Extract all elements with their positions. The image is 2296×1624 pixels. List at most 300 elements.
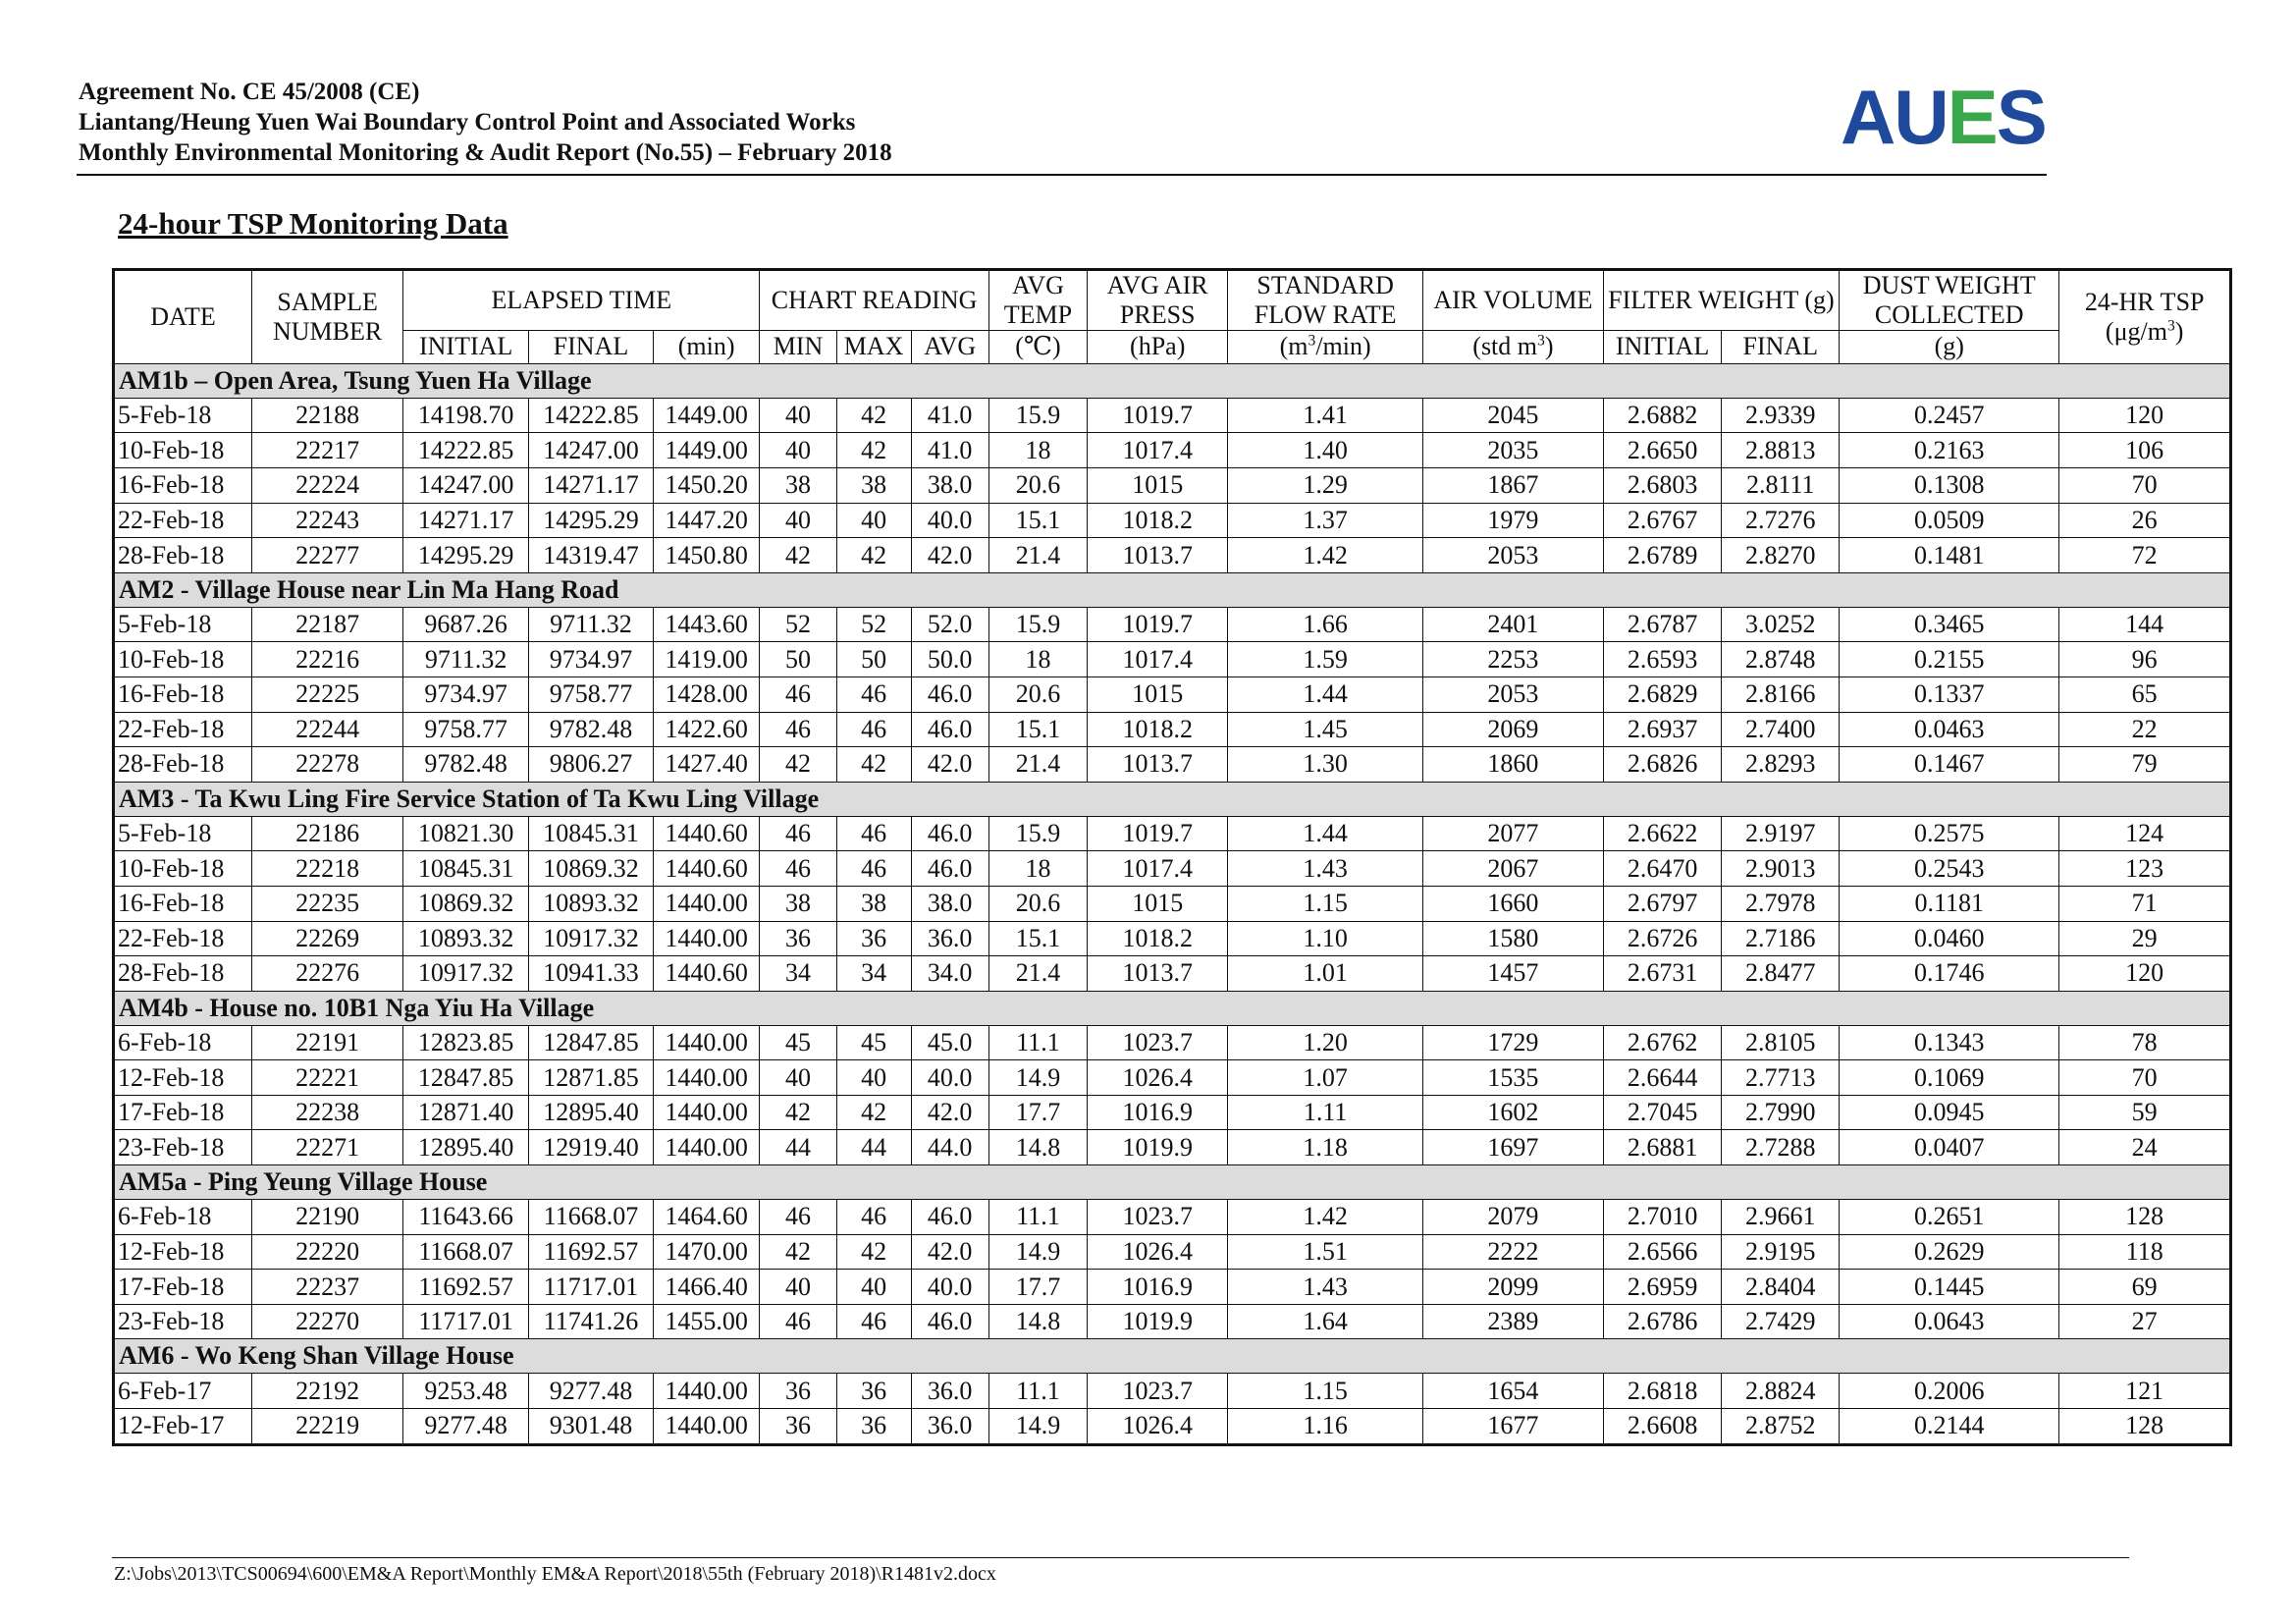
table-row: [114, 1304, 2231, 1339]
table-cell: 2.8105: [1722, 1025, 1840, 1060]
table-cell: 2.7186: [1722, 921, 1840, 956]
table-cell: 38.0: [911, 886, 988, 921]
table-cell: 9806.27: [529, 747, 654, 783]
table-cell: 42: [836, 398, 911, 433]
table-cell: 6-Feb-17: [114, 1374, 252, 1409]
table-cell: 9782.48: [529, 712, 654, 747]
table-cell: 22276: [252, 956, 403, 992]
table-cell: 14.9: [988, 1409, 1087, 1445]
table-cell: 9758.77: [403, 712, 529, 747]
table-cell: 17-Feb-18: [114, 1270, 252, 1305]
table-cell: 42: [760, 538, 836, 573]
table-cell: 1450.80: [653, 538, 760, 573]
table-cell: 34: [836, 956, 911, 992]
table-cell: 9734.97: [403, 677, 529, 712]
table-cell: 11643.66: [403, 1200, 529, 1235]
table-cell: 46.0: [911, 1200, 988, 1235]
table-cell: 5-Feb-18: [114, 816, 252, 851]
table-cell: 15.1: [988, 503, 1087, 538]
table-cell: 50: [760, 642, 836, 677]
table-cell: 12-Feb-17: [114, 1409, 252, 1445]
table-cell: 18: [988, 642, 1087, 677]
table-cell: 9277.48: [403, 1409, 529, 1445]
table-cell: 1447.20: [653, 503, 760, 538]
table-cell: 1457: [1423, 956, 1604, 992]
table-cell: 22271: [252, 1130, 403, 1165]
table-cell: 14.9: [988, 1234, 1087, 1270]
table-cell: 1440.00: [653, 886, 760, 921]
table-cell: 1.18: [1228, 1130, 1423, 1165]
table-cell: 2.6829: [1603, 677, 1722, 712]
table-cell: 1.07: [1228, 1060, 1423, 1096]
table-row: [114, 851, 2231, 887]
station-group-row: [114, 782, 2231, 816]
table-cell: 36.0: [911, 921, 988, 956]
table-cell: 15.9: [988, 398, 1087, 433]
table-cell: 38: [760, 886, 836, 921]
table-cell: 2.9195: [1722, 1234, 1840, 1270]
table-cell: 9758.77: [529, 677, 654, 712]
table-cell: 1.42: [1228, 538, 1423, 573]
table-cell: 16-Feb-18: [114, 886, 252, 921]
table-cell: 10-Feb-18: [114, 433, 252, 468]
table-cell: 0.1337: [1840, 677, 2059, 712]
table-cell: 2401: [1423, 607, 1604, 642]
logo-text-s: S: [1996, 74, 2046, 160]
table-cell: 0.0945: [1840, 1095, 2059, 1130]
table-cell: 50: [836, 642, 911, 677]
col-elapsed-final: FINAL: [529, 330, 654, 363]
table-cell: 2053: [1423, 677, 1604, 712]
table-cell: 2.6593: [1603, 642, 1722, 677]
col-sample-number: SAMPLE NUMBER: [252, 270, 403, 364]
table-cell: 1.11: [1228, 1095, 1423, 1130]
table-cell: 10-Feb-18: [114, 642, 252, 677]
table-cell: 12871.85: [529, 1060, 654, 1096]
table-cell: 22225: [252, 677, 403, 712]
station-name: AM3 - Ta Kwu Ling Fire Service Station of Ta Kwu Ling Village: [114, 782, 2231, 816]
table-cell: 28-Feb-18: [114, 538, 252, 573]
table-row: [114, 886, 2231, 921]
table-cell: 1019.7: [1088, 816, 1228, 851]
table-cell: 21.4: [988, 747, 1087, 783]
table-cell: 23-Feb-18: [114, 1130, 252, 1165]
table-cell: 1440.00: [653, 921, 760, 956]
table-cell: 2.7990: [1722, 1095, 1840, 1130]
table-cell: 1.44: [1228, 677, 1423, 712]
table-cell: 20.6: [988, 886, 1087, 921]
table-cell: 2099: [1423, 1270, 1604, 1305]
table-cell: 1660: [1423, 886, 1604, 921]
table-cell: 22186: [252, 816, 403, 851]
table-cell: 46: [836, 712, 911, 747]
station-name: AM1b – Open Area, Tsung Yuen Ha Village: [114, 363, 2231, 398]
table-cell: 42: [760, 1095, 836, 1130]
table-cell: 14295.29: [403, 538, 529, 573]
table-cell: 14271.17: [529, 467, 654, 503]
table-cell: 2.8111: [1722, 467, 1840, 503]
table-cell: 42: [836, 747, 911, 783]
table-cell: 46: [760, 1304, 836, 1339]
table-cell: 28-Feb-18: [114, 956, 252, 992]
table-cell: 1013.7: [1088, 538, 1228, 573]
table-cell: 121: [2059, 1374, 2231, 1409]
table-cell: 26: [2059, 503, 2231, 538]
table-cell: 1449.00: [653, 433, 760, 468]
tsp-label: 24-HR TSP: [2084, 288, 2205, 316]
table-cell: 1440.60: [653, 816, 760, 851]
table-cell: 2045: [1423, 398, 1604, 433]
table-cell: 1.10: [1228, 921, 1423, 956]
table-cell: 6-Feb-18: [114, 1025, 252, 1060]
table-cell: 2.8166: [1722, 677, 1840, 712]
table-cell: 42: [836, 1095, 911, 1130]
table-cell: 1470.00: [653, 1234, 760, 1270]
table-row: [114, 1060, 2231, 1096]
table-cell: 52: [760, 607, 836, 642]
col-dust-weight: DUST WEIGHT COLLECTED: [1840, 270, 2059, 331]
table-cell: 12-Feb-18: [114, 1060, 252, 1096]
table-cell: 18: [988, 851, 1087, 887]
table-cell: 1443.60: [653, 607, 760, 642]
table-cell: 2389: [1423, 1304, 1604, 1339]
table-row: [114, 1025, 2231, 1060]
table-cell: 1654: [1423, 1374, 1604, 1409]
table-cell: 40.0: [911, 503, 988, 538]
table-cell: 1440.00: [653, 1060, 760, 1096]
table-row: [114, 1095, 2231, 1130]
table-cell: 1455.00: [653, 1304, 760, 1339]
table-cell: 1440.60: [653, 956, 760, 992]
table-cell: 2.6789: [1603, 538, 1722, 573]
table-cell: 1422.60: [653, 712, 760, 747]
table-cell: 22277: [252, 538, 403, 573]
table-cell: 29: [2059, 921, 2231, 956]
col-avg-temp: AVG TEMP: [988, 270, 1087, 331]
table-cell: 14.9: [988, 1060, 1087, 1096]
table-cell: 52.0: [911, 607, 988, 642]
table-cell: 1580: [1423, 921, 1604, 956]
table-cell: 46: [760, 712, 836, 747]
table-cell: 2.6608: [1603, 1409, 1722, 1445]
table-cell: 1450.20: [653, 467, 760, 503]
table-cell: 96: [2059, 642, 2231, 677]
table-cell: 1677: [1423, 1409, 1604, 1445]
table-cell: 46: [760, 677, 836, 712]
table-cell: 14295.29: [529, 503, 654, 538]
table-cell: 2.6786: [1603, 1304, 1722, 1339]
table-cell: 22216: [252, 642, 403, 677]
table-cell: 1860: [1423, 747, 1604, 783]
table-cell: 1.41: [1228, 398, 1423, 433]
table-cell: 1.64: [1228, 1304, 1423, 1339]
table-cell: 22191: [252, 1025, 403, 1060]
col-elapsed-time: ELAPSED TIME: [403, 270, 760, 331]
table-cell: 22-Feb-18: [114, 712, 252, 747]
table-cell: 14.8: [988, 1304, 1087, 1339]
table-cell: 0.2457: [1840, 398, 2059, 433]
table-cell: 14222.85: [403, 433, 529, 468]
table-cell: 42: [836, 1234, 911, 1270]
table-cell: 1428.00: [653, 677, 760, 712]
col-elapsed-min: (min): [653, 330, 760, 363]
col-press-unit: (hPa): [1088, 330, 1228, 363]
table-cell: 0.2006: [1840, 1374, 2059, 1409]
table-cell: 2053: [1423, 538, 1604, 573]
table-cell: 22243: [252, 503, 403, 538]
table-cell: 0.2543: [1840, 851, 2059, 887]
table-cell: 15.1: [988, 712, 1087, 747]
table-cell: 1018.2: [1088, 921, 1228, 956]
table-cell: 14222.85: [529, 398, 654, 433]
table-cell: 12895.40: [529, 1095, 654, 1130]
col-chart-max: MAX: [836, 330, 911, 363]
table-cell: 15.1: [988, 921, 1087, 956]
table-cell: 0.1308: [1840, 467, 2059, 503]
table-cell: 22269: [252, 921, 403, 956]
table-cell: 71: [2059, 886, 2231, 921]
col-standard-flow-rate: STANDARD FLOW RATE: [1228, 270, 1423, 331]
table-cell: 22278: [252, 747, 403, 783]
table-cell: 11.1: [988, 1374, 1087, 1409]
table-cell: 14319.47: [529, 538, 654, 573]
table-cell: 2.8752: [1722, 1409, 1840, 1445]
table-cell: 2.8404: [1722, 1270, 1840, 1305]
table-cell: 1013.7: [1088, 747, 1228, 783]
table-cell: 22217: [252, 433, 403, 468]
table-cell: 1023.7: [1088, 1374, 1228, 1409]
table-cell: 42: [760, 1234, 836, 1270]
table-cell: 22190: [252, 1200, 403, 1235]
table-cell: 2.6881: [1603, 1130, 1722, 1165]
table-row: [114, 1374, 2231, 1409]
logo-text-e: E: [1947, 74, 1997, 160]
table-cell: 34: [760, 956, 836, 992]
table-cell: 1015: [1088, 677, 1228, 712]
table-cell: 42: [836, 433, 911, 468]
table-cell: 16-Feb-18: [114, 677, 252, 712]
table-cell: 78: [2059, 1025, 2231, 1060]
table-cell: 0.1343: [1840, 1025, 2059, 1060]
table-cell: 44: [760, 1130, 836, 1165]
table-cell: 21.4: [988, 956, 1087, 992]
col-date: DATE: [114, 270, 252, 364]
table-cell: 46: [760, 851, 836, 887]
table-cell: 1023.7: [1088, 1025, 1228, 1060]
table-cell: 44.0: [911, 1130, 988, 1165]
table-row: [114, 747, 2231, 783]
table-row: [114, 677, 2231, 712]
table-cell: 34.0: [911, 956, 988, 992]
table-cell: 45.0: [911, 1025, 988, 1060]
table-cell: 1013.7: [1088, 956, 1228, 992]
table-cell: 46: [836, 677, 911, 712]
table-cell: 36: [760, 1409, 836, 1445]
table-cell: 44: [836, 1130, 911, 1165]
table-cell: 9711.32: [529, 607, 654, 642]
table-cell: 11692.57: [529, 1234, 654, 1270]
table-cell: 1026.4: [1088, 1234, 1228, 1270]
table-cell: 40: [760, 503, 836, 538]
report-title: Monthly Environmental Monitoring & Audit Report (No.55) – February 2018: [79, 139, 892, 166]
table-cell: 0.1467: [1840, 747, 2059, 783]
table-cell: 1979: [1423, 503, 1604, 538]
table-cell: 10941.33: [529, 956, 654, 992]
table-cell: 12895.40: [403, 1130, 529, 1165]
table-cell: 1440.00: [653, 1409, 760, 1445]
table-cell: 2.6826: [1603, 747, 1722, 783]
table-cell: 45: [836, 1025, 911, 1060]
table-cell: 16-Feb-18: [114, 467, 252, 503]
table-cell: 10917.32: [529, 921, 654, 956]
table-cell: 1.15: [1228, 886, 1423, 921]
table-cell: 22270: [252, 1304, 403, 1339]
table-cell: 28-Feb-18: [114, 747, 252, 783]
table-cell: 2.6470: [1603, 851, 1722, 887]
table-cell: 9253.48: [403, 1374, 529, 1409]
table-cell: 12823.85: [403, 1025, 529, 1060]
table-row: [114, 467, 2231, 503]
table-cell: 1016.9: [1088, 1270, 1228, 1305]
station-name: AM2 - Village House near Lin Ma Hang Road: [114, 572, 2231, 607]
table-cell: 2079: [1423, 1200, 1604, 1235]
table-cell: 2.6650: [1603, 433, 1722, 468]
table-cell: 46.0: [911, 1304, 988, 1339]
table-cell: 2035: [1423, 433, 1604, 468]
table-cell: 11692.57: [403, 1270, 529, 1305]
table-cell: 14247.00: [529, 433, 654, 468]
table-cell: 38.0: [911, 467, 988, 503]
table-cell: 0.0463: [1840, 712, 2059, 747]
table-cell: 46.0: [911, 677, 988, 712]
table-cell: 1015: [1088, 886, 1228, 921]
table-cell: 1017.4: [1088, 851, 1228, 887]
table-cell: 0.0460: [1840, 921, 2059, 956]
table-cell: 0.1181: [1840, 886, 2059, 921]
table-cell: 14271.17: [403, 503, 529, 538]
table-cell: 42: [760, 747, 836, 783]
table-cell: 40.0: [911, 1270, 988, 1305]
table-cell: 0.0509: [1840, 503, 2059, 538]
table-cell: 2069: [1423, 712, 1604, 747]
table-cell: 1017.4: [1088, 642, 1228, 677]
table-cell: 1023.7: [1088, 1200, 1228, 1235]
table-row: [114, 921, 2231, 956]
table-cell: 128: [2059, 1200, 2231, 1235]
table-cell: 12847.85: [403, 1060, 529, 1096]
table-cell: 2.9013: [1722, 851, 1840, 887]
table-cell: 9301.48: [529, 1409, 654, 1445]
table-cell: 21.4: [988, 538, 1087, 573]
table-cell: 106: [2059, 433, 2231, 468]
table-cell: 10869.32: [403, 886, 529, 921]
table-cell: 12847.85: [529, 1025, 654, 1060]
table-cell: 36: [836, 1409, 911, 1445]
table-cell: 20.6: [988, 677, 1087, 712]
table-cell: 40: [760, 433, 836, 468]
table-cell: 36: [836, 921, 911, 956]
table-cell: 0.1481: [1840, 538, 2059, 573]
table-cell: 22244: [252, 712, 403, 747]
table-cell: 42: [836, 538, 911, 573]
table-cell: 120: [2059, 956, 2231, 992]
table-cell: 46: [836, 851, 911, 887]
table-cell: 17.7: [988, 1270, 1087, 1305]
tsp-data-table: [112, 268, 2232, 1446]
table-cell: 46.0: [911, 816, 988, 851]
table-cell: 36.0: [911, 1374, 988, 1409]
table-cell: 70: [2059, 1060, 2231, 1096]
project-name: Liantang/Heung Yuen Wai Boundary Control Point and Associated Works: [79, 109, 856, 135]
table-cell: 1.43: [1228, 1270, 1423, 1305]
table-cell: 22224: [252, 467, 403, 503]
col-elapsed-initial: INITIAL: [403, 330, 529, 363]
table-cell: 52: [836, 607, 911, 642]
table-cell: 22192: [252, 1374, 403, 1409]
table-cell: 5-Feb-18: [114, 398, 252, 433]
col-filter-final: FINAL: [1722, 330, 1840, 363]
table-cell: 1019.9: [1088, 1130, 1228, 1165]
table-cell: 0.1069: [1840, 1060, 2059, 1096]
table-cell: 1.15: [1228, 1374, 1423, 1409]
table-cell: 46: [760, 816, 836, 851]
table-cell: 2.7045: [1603, 1095, 1722, 1130]
table-cell: 22235: [252, 886, 403, 921]
table-cell: 15.9: [988, 816, 1087, 851]
table-cell: 144: [2059, 607, 2231, 642]
table-cell: 5-Feb-18: [114, 607, 252, 642]
table-cell: 1.29: [1228, 467, 1423, 503]
table-cell: 22: [2059, 712, 2231, 747]
table-cell: 1440.00: [653, 1025, 760, 1060]
table-cell: 9734.97: [529, 642, 654, 677]
table-cell: 2.6818: [1603, 1374, 1722, 1409]
table-cell: 22-Feb-18: [114, 503, 252, 538]
table-cell: 2.7978: [1722, 886, 1840, 921]
table-cell: 1466.40: [653, 1270, 760, 1305]
table-cell: 14198.70: [403, 398, 529, 433]
table-cell: 1440.60: [653, 851, 760, 887]
table-cell: 128: [2059, 1409, 2231, 1445]
table-row: [114, 1234, 2231, 1270]
col-chart-reading: CHART READING: [760, 270, 988, 331]
table-cell: 2.7429: [1722, 1304, 1840, 1339]
table-cell: 18: [988, 433, 1087, 468]
table-row: [114, 712, 2231, 747]
table-cell: 1449.00: [653, 398, 760, 433]
table-cell: 1.01: [1228, 956, 1423, 992]
table-cell: 2.7288: [1722, 1130, 1840, 1165]
station-group-row: [114, 991, 2231, 1025]
table-cell: 14.8: [988, 1130, 1087, 1165]
table-cell: 2.9197: [1722, 816, 1840, 851]
table-cell: 38: [836, 886, 911, 921]
col-filter-weight: FILTER WEIGHT (g): [1603, 270, 1839, 331]
table-cell: 0.0407: [1840, 1130, 2059, 1165]
table-cell: 118: [2059, 1234, 2231, 1270]
table-body: [114, 363, 2231, 1444]
table-cell: 1.40: [1228, 433, 1423, 468]
table-row: [114, 816, 2231, 851]
footer-file-path: Z:\Jobs\2013\TCS00694\600\EM&A Report\Monthly EM&A Report\2018\55th (February 2018)\R1481v2.docx: [114, 1563, 996, 1585]
table-cell: 1427.40: [653, 747, 760, 783]
table-cell: 11741.26: [529, 1304, 654, 1339]
table-cell: 22237: [252, 1270, 403, 1305]
table-cell: 1729: [1423, 1025, 1604, 1060]
table-cell: 59: [2059, 1095, 2231, 1130]
table-cell: 0.2163: [1840, 433, 2059, 468]
table-cell: 11717.01: [529, 1270, 654, 1305]
